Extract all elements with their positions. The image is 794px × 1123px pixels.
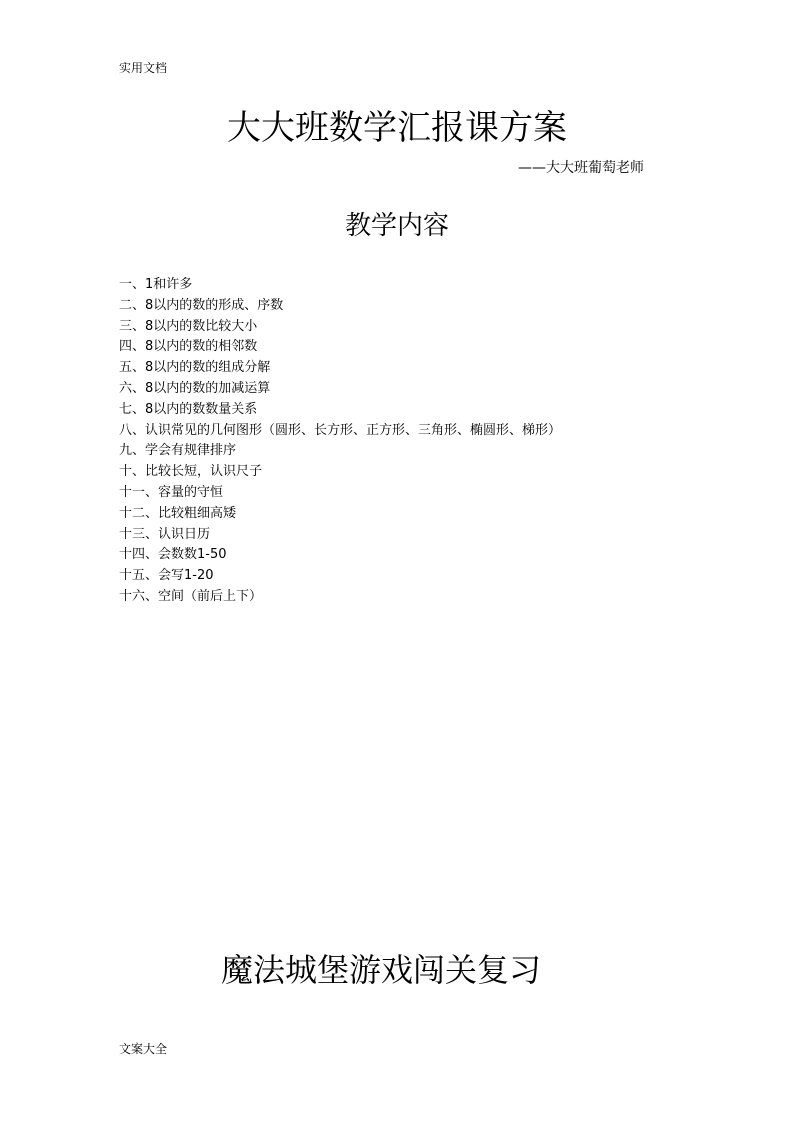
- list-item: 五、8以内的数的组成分解: [119, 360, 271, 376]
- page-header-note: 实用文档: [119, 61, 168, 75]
- section-title: 教学内容: [344, 211, 449, 241]
- page-footer-note: 文案大全: [119, 1042, 168, 1056]
- list-item: 一、1和许多: [119, 277, 193, 292]
- list-item: 七、8以内的数数量关系: [119, 401, 258, 417]
- list-item: 十、比较长短，认识尺子: [119, 464, 263, 480]
- list-item: 六、8以内的数的加减运算: [119, 380, 271, 396]
- list-item: 十四、会数数1-50: [119, 547, 227, 563]
- list-item: 十六、空间（前后上下）: [119, 588, 263, 604]
- document-author: ——大大班葡萄老师: [518, 160, 644, 176]
- list-item: 三、8以内的数比较大小: [119, 318, 258, 334]
- list-item: 二、8以内的数的形成、序数: [119, 297, 284, 313]
- content-list: [119, 275, 561, 608]
- document-title: 大大班数学汇报课方案: [227, 108, 567, 148]
- list-item: 八、认识常见的几何图形（圆形、长方形、正方形、三角形、椭圆形、梯形）: [119, 422, 562, 438]
- list-item: 十二、比较粗细高矮: [119, 505, 237, 521]
- list-item: 十五、会写1-20: [119, 568, 214, 584]
- list-item: 十三、认识日历: [119, 526, 211, 542]
- list-item: 四、8以内的数的相邻数: [119, 339, 258, 355]
- game-review-title: 魔法城堡游戏闯关复习: [220, 951, 541, 989]
- list-item: 十一、容量的守恒: [119, 484, 224, 500]
- list-item: 九、学会有规律排序: [119, 443, 237, 459]
